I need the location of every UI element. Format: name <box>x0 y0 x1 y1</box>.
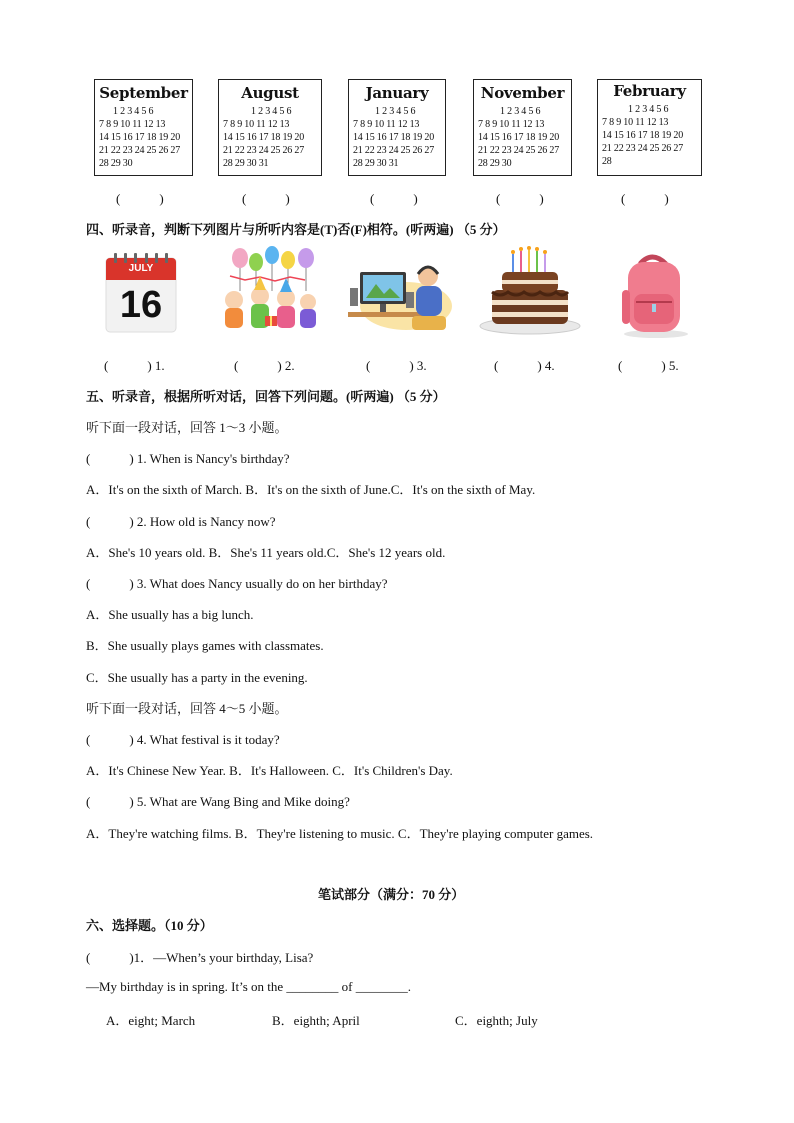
calendar-week: 1 2 3 4 5 6 <box>628 104 669 115</box>
written-part-heading: 笔试部分（满分：70 分） <box>318 887 465 902</box>
question-3-option-c: C．She usually has a party in the evening. <box>86 670 308 685</box>
calendar-week: 21 22 23 24 25 26 27 <box>478 145 560 156</box>
written-question-1[interactable]: ( )1．—When’s your birthday, Lisa? <box>86 950 314 965</box>
section4-title: 四、听录音，判断下列图片与所听内容是(T)否(F)相符。(听两遍) （5 分） <box>86 222 506 237</box>
birthday-cake-picture <box>478 246 582 336</box>
written-option-b[interactable]: B．eighth; April <box>272 1013 360 1028</box>
section5-title: 五、听录音，根据所听对话，回答下列问题。(听两遍) （5 分） <box>86 389 446 404</box>
question-4-options: A．It's Chinese New Year. B．It's Halloween. C．It's Children's Day. <box>86 763 453 778</box>
calendar-week: 28 <box>602 156 612 167</box>
answer-blank[interactable]: ( ) <box>370 191 418 206</box>
calendar-month: November <box>480 84 565 102</box>
calendar-week: 14 15 16 17 18 19 20 <box>602 130 684 141</box>
calendar-week: 1 2 3 4 5 6 <box>375 106 416 117</box>
computer-games-picture <box>346 254 454 334</box>
written-option-a[interactable]: A．eight; March <box>106 1013 196 1028</box>
question-5[interactable]: ( ) 5. What are Wang Bing and Mike doing? <box>86 794 350 809</box>
answer-blank[interactable]: ( ) <box>621 191 669 206</box>
calendar-week: 7 8 9 10 11 12 13 <box>99 119 166 130</box>
calendar-week: 28 29 30 31 <box>353 158 399 169</box>
calendar-week: 14 15 16 17 18 19 20 <box>99 132 181 143</box>
calendar-week: 7 8 9 10 11 12 13 <box>602 117 669 128</box>
calendar-week: 1 2 3 4 5 6 <box>500 106 541 117</box>
question-3[interactable]: ( ) 3. What does Nancy usually do on her birthday? <box>86 576 388 591</box>
picture-label-2[interactable]: ( ) 2. <box>234 358 295 373</box>
backpack-picture <box>616 250 692 338</box>
answer-blank[interactable]: ( ) <box>496 191 544 206</box>
question-3-option-a: A．She usually has a big lunch. <box>86 607 254 622</box>
question-5-options: A．They're watching films. B．They're listening to music. C．They're playing computer games. <box>86 826 594 841</box>
calendar-week: 14 15 16 17 18 19 20 <box>353 132 435 143</box>
calendar-week: 1 2 3 4 5 6 <box>113 106 154 117</box>
calendar-month: August <box>241 84 299 102</box>
written-option-c[interactable]: C．eighth; July <box>455 1013 538 1028</box>
calendar-week: 28 29 30 <box>99 158 133 169</box>
calendar-august <box>218 79 322 176</box>
written-question-1-reply: —My birthday is in spring. It’s on the ________ of ________. <box>86 979 411 994</box>
calendar-january <box>348 79 446 176</box>
section6-title: 六、选择题。（10 分） <box>86 918 213 933</box>
answer-blank[interactable]: ( ) <box>116 191 164 206</box>
question-3-option-b: B．She usually plays games with classmates. <box>86 638 324 653</box>
calendar-week: 1 2 3 4 5 6 <box>251 106 292 117</box>
calendar-month: February <box>613 82 686 100</box>
question-1-options: A．It's on the sixth of March. B．It's on the sixth of June.C．It's on the sixth of May. <box>86 482 536 497</box>
calendar-icon-month: JULY <box>128 263 154 274</box>
calendar-week: 28 29 30 31 <box>223 158 269 169</box>
calendar-september <box>94 79 193 176</box>
july-calendar-picture <box>104 252 178 334</box>
calendar-month: January <box>365 84 429 102</box>
question-2-options: A．She's 10 years old. B．She's 11 years old.C．She's 12 years old. <box>86 545 446 560</box>
calendar-week: 7 8 9 10 11 12 13 <box>478 119 545 130</box>
calendar-week: 7 8 9 10 11 12 13 <box>223 119 290 130</box>
calendar-week: 21 22 23 24 25 26 27 <box>223 145 305 156</box>
question-4[interactable]: ( ) 4. What festival is it today? <box>86 732 280 747</box>
calendar-icon-day: 16 <box>119 284 163 326</box>
calendar-week: 7 8 9 10 11 12 13 <box>353 119 420 130</box>
calendar-week: 14 15 16 17 18 19 20 <box>223 132 305 143</box>
dialogue-intro-2: 听下面一段对话，回答 4～5 小题。 <box>86 701 288 716</box>
calendar-week: 21 22 23 24 25 26 27 <box>353 145 435 156</box>
picture-label-3[interactable]: ( ) 3. <box>366 358 427 373</box>
calendar-week: 21 22 23 24 25 26 27 <box>602 143 684 154</box>
calendar-week: 28 29 30 <box>478 158 512 169</box>
picture-label-1[interactable]: ( ) 1. <box>104 358 165 373</box>
picture-label-4[interactable]: ( ) 4. <box>494 358 555 373</box>
calendar-month: September <box>99 84 188 102</box>
calendar-february <box>597 79 702 176</box>
dialogue-intro-1: 听下面一段对话，回答 1～3 小题。 <box>86 420 288 435</box>
kids-party-picture <box>210 246 322 336</box>
question-2[interactable]: ( ) 2. How old is Nancy now? <box>86 514 276 529</box>
answer-blank[interactable]: ( ) <box>242 191 290 206</box>
calendar-week: 14 15 16 17 18 19 20 <box>478 132 560 143</box>
calendar-week: 21 22 23 24 25 26 27 <box>99 145 181 156</box>
picture-label-5[interactable]: ( ) 5. <box>618 358 679 373</box>
calendar-november <box>473 79 572 176</box>
question-1[interactable]: ( ) 1. When is Nancy's birthday? <box>86 451 290 466</box>
